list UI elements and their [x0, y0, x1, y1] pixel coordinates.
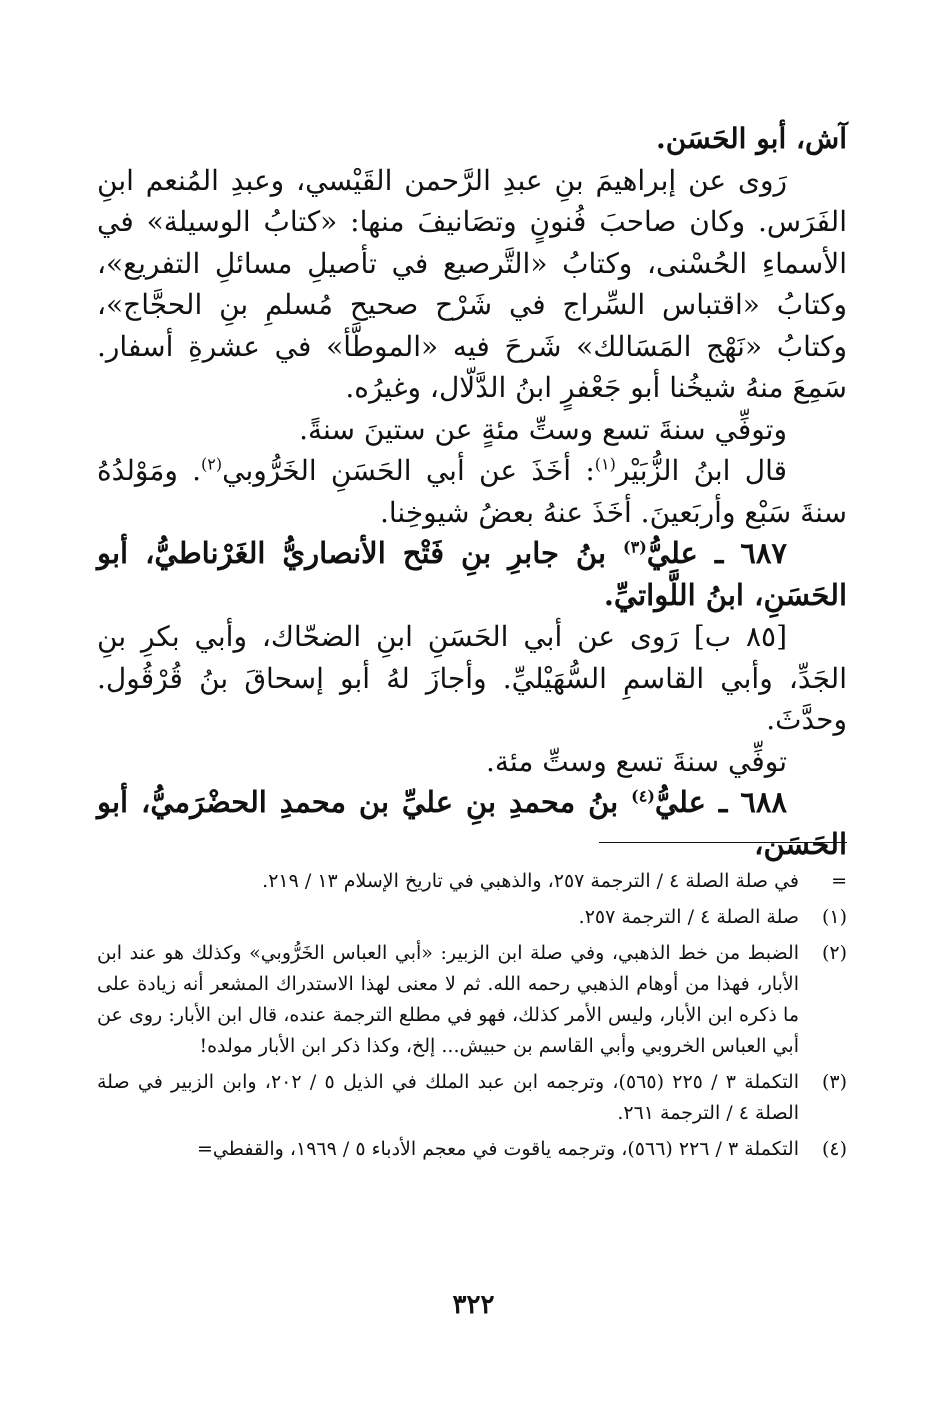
footnote-number: (٢) — [821, 942, 847, 964]
paragraph-death-686: وتوفِّي سنةَ تسع وستِّ مئةٍ عن ستينَ سنةً. — [299, 412, 787, 446]
main-text — [97, 118, 847, 865]
footnote-text: صلة الصلة ٤ / الترجمة ٢٥٧. — [578, 906, 799, 928]
paragraph-687-narration: [٨٥ ب] رَوى عن أبي الحَسَنِ ابنِ الضحّاك، وأبي بكرِ بنِ الجَدِّ، وأبي القاسمِ السُّهَيْليِّ. وأجازَ لهُ أبو إسحاقَ بنُ قُرْقُول. وحدَّثَ. — [97, 620, 847, 736]
page-number: ٣٢٢ — [452, 1290, 495, 1320]
footnote-number: (١) — [821, 906, 847, 928]
paragraph-ibn-zubayr — [97, 450, 847, 533]
footnote-separator — [599, 842, 847, 843]
footnote-2 — [97, 938, 847, 1062]
entry-continuation-line: آش، أبو الحَسَن. — [656, 122, 847, 155]
entry-heading-text: بنُ جابرِ بنِ فَتْح الأنصاريُّ الغَرْناطيُّ، أبو الحَسَنِ، ابنُ اللَّواتيِّ. — [97, 536, 847, 612]
footnote-ref-3: (٣) — [623, 537, 647, 557]
entry-heading-687 — [97, 533, 847, 616]
footnote-ref-4: (٤) — [631, 786, 655, 806]
footnote-text: التكملة ٣ / ٢٢٦ (٥٦٦)، وترجمه ياقوت في معجم الأدباء ٥ / ١٩٦٩، والقفطي= — [197, 1138, 799, 1160]
footnote-number: (٤) — [821, 1138, 847, 1160]
footnote-continuation — [97, 866, 847, 897]
paragraph-biography: رَوى عن إبراهيمَ بنِ عبدِ الرَّحمن القَيْسي، وعبدِ المُنعم ابنِ الفَرَس. وكان صاحبَ فُنونٍ وتصَانيفَ منها: «كتابُ الوسيلة» في الأسماءِ الحُسْنى، وكتابُ «التَّرصيع في تأصيلِ مسائلِ التفريع»، وكتابُ «اقتباس السِّراج في شَرْح صحيح مُسلمِ بنِ الحجَّاج»، وكتابُ «نَهْج المَسَالك» شَرحَ فيه «الموطَّأ» في عشرةِ أسفار. سَمِعَ منهُ شيخُنا أبو جَعْفرٍ ابنُ الدَّلّال، وغيرُه. — [97, 163, 847, 404]
footnote-text: في صلة الصلة ٤ / الترجمة ٢٥٧، والذهبي في تاريخ الإسلام ١٣ / ٢١٩. — [262, 870, 799, 892]
footnote-number: = — [831, 870, 847, 892]
entry-heading-text: بنُ محمدِ بنِ عليِّ بن محمدِ الحضْرَميُّ، أبو الحَسَن، — [97, 785, 847, 861]
footnote-text: الضبط من خط الذهبي، وفي صلة ابن الزبير: «أبي العباس الخَرُّوبي» وكذلك هو عند ابن الأبار، فهذا من أوهام الذهبي رحمه الله. ثم لا معنى لهذا الاستدراك المشعر أنه زيادة على ما ذكره ابن الأبار، وليس الأمر كذلك، فهو في مطلع الترجمة عنده، قال ابن الأبار: روى عن أبي العباس الخروبي وأبي القاسم بن حبيش... إلخ، وكذا ذكر ابن الأبار مولده! — [97, 942, 799, 1057]
footnote-1 — [97, 902, 847, 933]
paragraph-687-death: توفِّي سنةَ تسع وستِّ مئة. — [485, 744, 787, 778]
entry-heading-text: ٦٨٨ ـ عليُّ — [654, 785, 787, 819]
footnote-ref-2: (٢) — [201, 454, 223, 474]
entry-heading-text: ٦٨٧ ـ عليُّ — [646, 536, 787, 570]
footnote-ref-1: (١) — [594, 454, 616, 474]
footnote-4 — [97, 1134, 847, 1165]
footnote-3 — [97, 1067, 847, 1129]
text-segment: قال ابنُ الزُّبَيْر — [615, 454, 787, 487]
text-segment: . ومَوْلدُهُ سنةَ سَبْع وأربَعينَ. أخَذَ عنهُ بعضُ شيوخِنا. — [97, 454, 847, 529]
footnote-number: (٣) — [821, 1071, 847, 1093]
entry-heading-688 — [97, 782, 847, 865]
text-segment: : أخَذَ عن أبي الحَسَنِ الخَرُّوبي — [222, 454, 595, 487]
footnotes — [97, 866, 847, 1170]
footnote-text: التكملة ٣ / ٢٢٥ (٥٦٥)، وترجمه ابن عبد الملك في الذيل ٥ / ٢٠٢، وابن الزبير في صلة الصلة ٤ / الترجمة ٢٦١. — [97, 1071, 799, 1124]
